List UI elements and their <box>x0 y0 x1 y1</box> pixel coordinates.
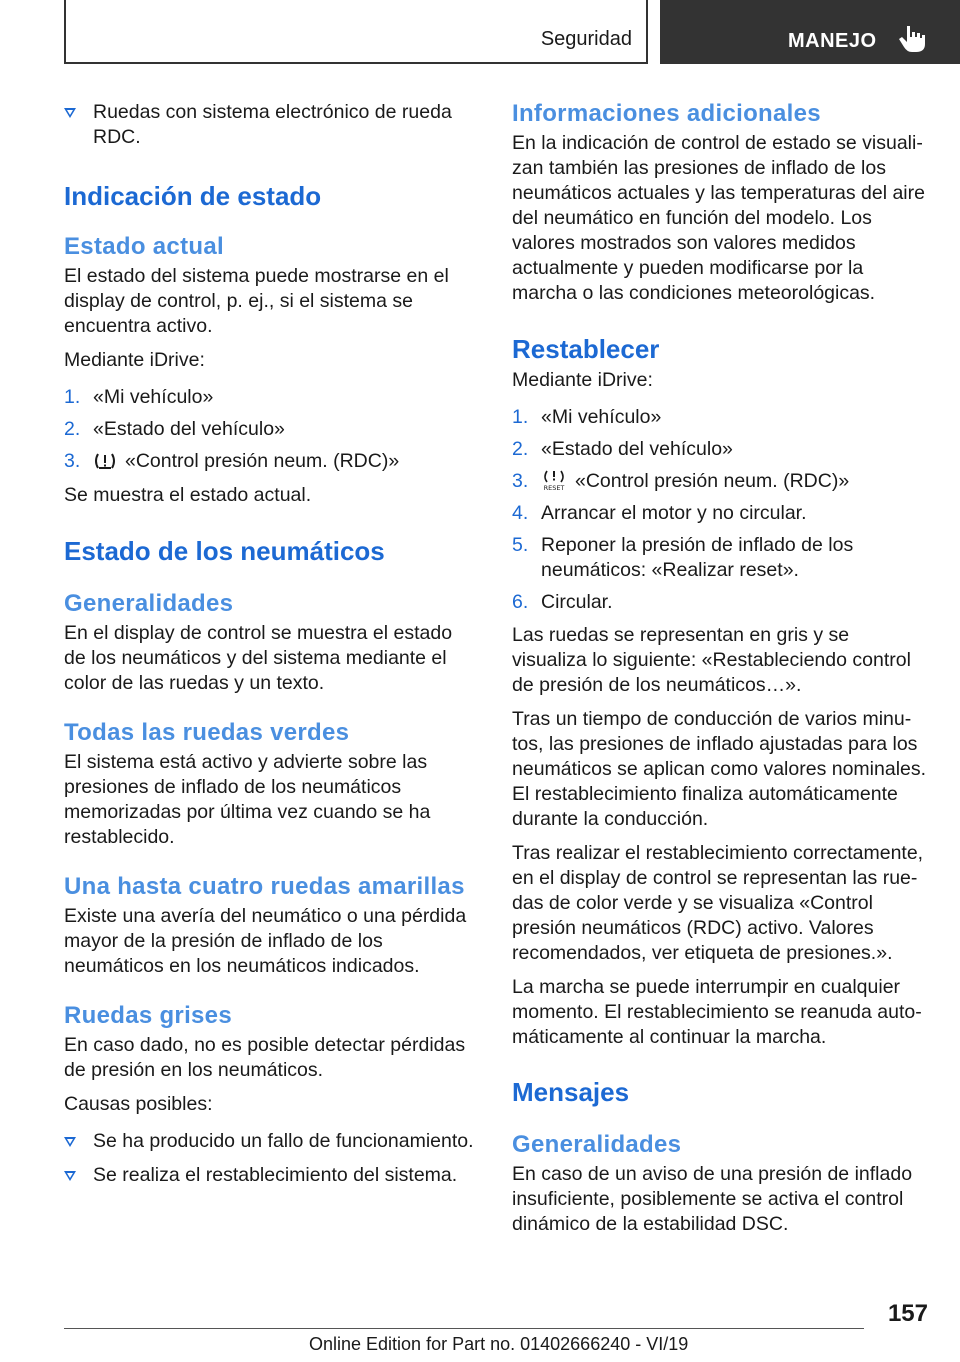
paragraph: En la indicación de control de estado se visualizan también las presiones de inflado de los neumáticos actuales y las temperaturas del aire del neumático en función del modelo. Los valores mostrados son valores medidos actualmente y pueden modificarse por la marcha o las condiciones meteorológicas. <box>512 132 925 304</box>
paragraph: En caso de un aviso de una presión de inflado insuficiente, posiblemente se activa el control dinámico de la estabilidad DSC. <box>512 1163 913 1235</box>
right-column <box>512 100 928 1237</box>
list-item: Ruedas con sistema electrónico de rueda RDC. <box>64 100 478 150</box>
bullet-triangle-icon <box>64 1137 76 1147</box>
subheading-estado-actual: Estado actual <box>64 233 224 260</box>
section-label: Seguridad <box>540 28 632 50</box>
tire-reset-icon <box>541 469 567 491</box>
list-item: 1. «Mi vehículo» <box>64 386 214 408</box>
subheading-grises: Ruedas grises <box>64 1002 232 1029</box>
footer-divider <box>64 1328 864 1329</box>
paragraph: El sistema está activo y advierte sobre las presiones de inflado de los neumáticos memorizadas por última vez cuando se ha restablecido. <box>64 751 431 848</box>
bullet-triangle-icon <box>64 108 76 118</box>
paragraph: Causas posibles: <box>64 1093 213 1115</box>
list-item: 3. RESET «Control presión neum. (RDC)» <box>512 470 850 492</box>
section-heading-neumaticos: Estado de los neumáticos <box>64 536 385 566</box>
tire-warning-icon <box>93 451 117 471</box>
footer-edition-text: Online Edition for Part no. 01402666240 - VI/19 <box>309 1334 689 1354</box>
list-item: 4. Arrancar el motor y no circular. <box>512 502 807 524</box>
paragraph: En el display de control se muestra el estado de los neumáticos y del sistema mediante el color de las ruedas y un texto. <box>64 622 453 694</box>
list-item: 3. «Control presión neum. (RDC)» <box>64 450 400 472</box>
section-heading-restablecer: Restablecer <box>512 334 660 364</box>
paragraph: Las ruedas se representan en gris y se visualiza lo siguiente: «Restableciendo control de presión de los neumáticos…». <box>512 624 911 696</box>
page-number: 157 <box>887 1300 928 1327</box>
chapter-tab <box>660 0 960 64</box>
subheading-generalidades-mensajes: Generalidades <box>512 1131 682 1158</box>
paragraph: Mediante iDrive: <box>512 369 653 391</box>
list-item: 2. «Estado del vehículo» <box>64 418 285 440</box>
subheading-info: Informaciones adicionales <box>512 100 821 127</box>
list-item: Se realiza el restablecimiento del sistema. <box>64 1163 478 1188</box>
header-section-box <box>64 0 648 64</box>
paragraph: Existe una avería del neumático o una pérdida mayor de la presión de inflado de los neumáticos en los neumáticos indicados. <box>64 905 467 977</box>
section-heading-mensajes: Mensajes <box>512 1077 630 1107</box>
list-item: 1. «Mi vehículo» <box>512 406 662 428</box>
bullet-triangle-icon <box>64 1171 76 1181</box>
list-item: 2. «Estado del vehículo» <box>512 438 733 460</box>
paragraph: Se muestra el estado actual. <box>64 484 312 506</box>
list-item: 6. Circular. <box>512 591 613 613</box>
subheading-amarillas: Una hasta cuatro ruedas amarillas <box>64 873 465 900</box>
paragraph: En caso dado, no es posible detectar pérdidas de presión en los neumáticos. <box>64 1034 466 1081</box>
hand-icon <box>898 24 926 54</box>
paragraph: Tras realizar el restablecimiento correctamente, en el display de control se representan las ruedas de color verde y se visualiza «Control presión neumáticos (RDC) activo. Valores recomendados, ver etiqueta de presiones.». <box>512 842 924 964</box>
subheading-generalidades: Generalidades <box>64 590 234 617</box>
paragraph: La marcha se puede interrumpir en cualquier momento. El restablecimiento se reanuda automáticamente al continuar la marcha. <box>512 976 922 1048</box>
list-item: Se ha producido un fallo de funcionamiento. <box>64 1129 478 1154</box>
paragraph: Mediante iDrive: <box>64 349 205 371</box>
paragraph: El estado del sistema puede mostrarse en el display de control, p. ej., si el sistema se encuentra activo. <box>64 265 449 337</box>
section-heading-indicacion: Indicación de estado <box>64 181 322 211</box>
svg-text:RESET: RESET <box>543 484 565 491</box>
chapter-tab-label: MANEJO <box>788 30 877 52</box>
subheading-verdes: Todas las ruedas verdes <box>64 719 350 746</box>
list-item: 5. Reponer la presión de inflado de los neumáticos: «Realizar reset». <box>512 534 854 581</box>
left-column <box>64 100 478 1188</box>
paragraph: Tras un tiempo de conducción de varios minutos, las presiones de inflado ajustadas para los neumáticos se aplican como valores nominales. El restablecimiento finaliza automáticamente durante la conducción. <box>512 708 927 830</box>
